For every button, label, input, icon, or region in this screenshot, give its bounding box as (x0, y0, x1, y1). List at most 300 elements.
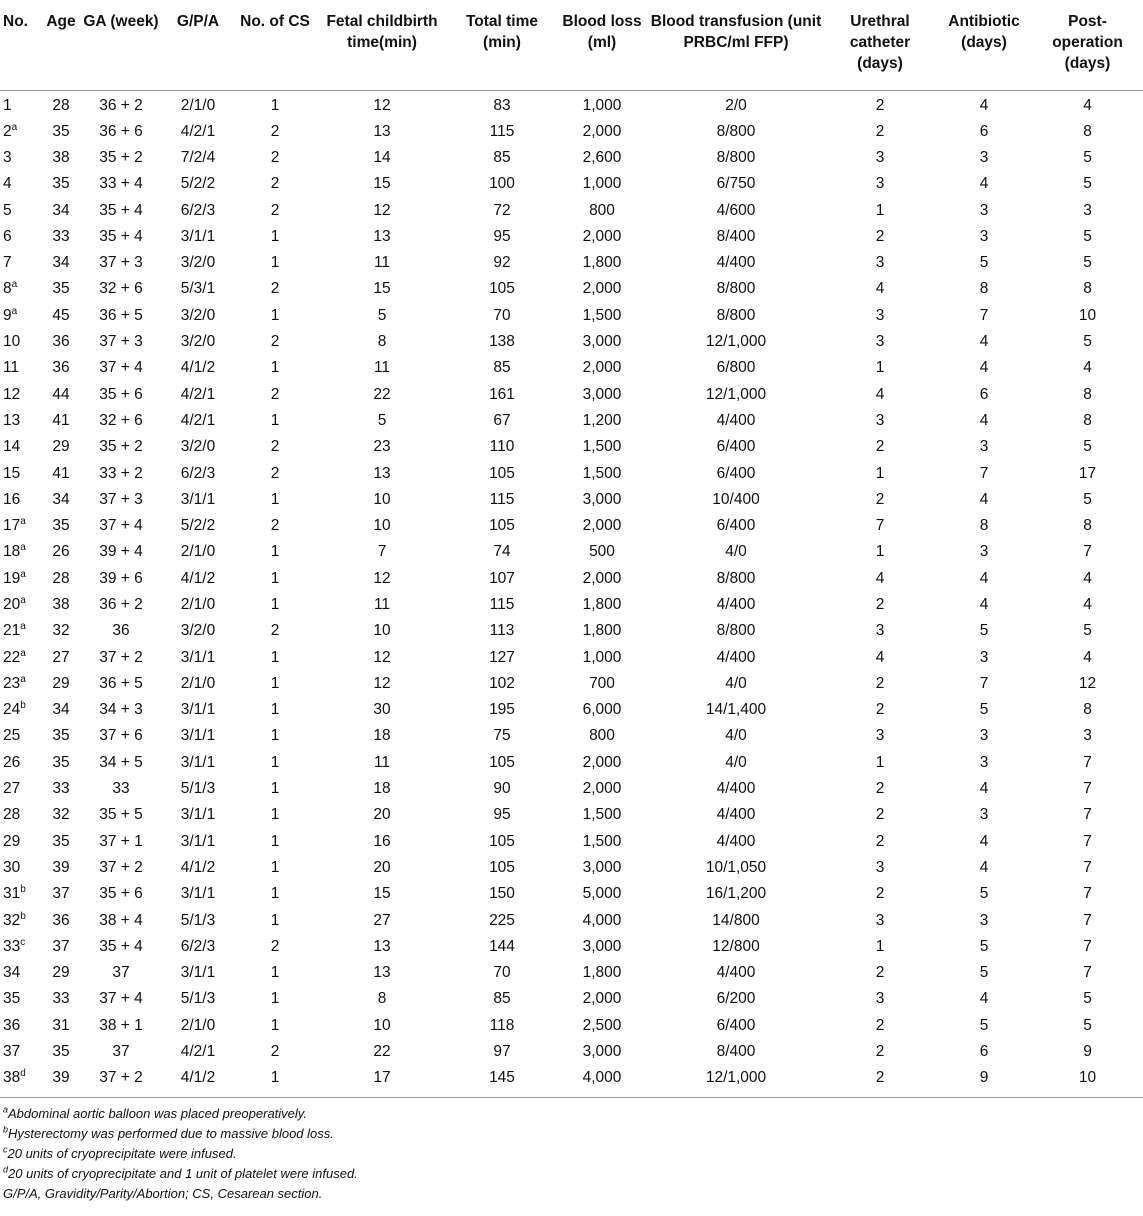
cell-gpa: 7/2/4 (180, 148, 216, 166)
cell-transfusion: 8/800 (716, 280, 756, 298)
cell-antibiotic: 3 (979, 227, 989, 245)
cell-no (0, 224, 42, 250)
cell-blood-loss: 2,000 (582, 780, 622, 798)
cell-total-time: 105 (489, 753, 515, 771)
cell-post-op: 8 (1083, 385, 1092, 403)
cell-blood-loss: 1,500 (582, 464, 622, 482)
cell-catheter: 2 (875, 227, 885, 245)
cell-age: 35 (52, 517, 70, 535)
cell-fetal-time: 8 (377, 333, 387, 351)
cell-total-time: 95 (493, 227, 511, 245)
row-number: 31 (3, 885, 21, 903)
cell-gpa: 3/1/1 (180, 227, 216, 245)
cell-age: 35 (52, 727, 70, 745)
cell-no (0, 750, 42, 776)
cell-no (0, 119, 42, 145)
footnote-mark: a (11, 121, 18, 133)
cell-age: 34 (52, 201, 70, 219)
cell-no (0, 1013, 42, 1039)
cell-ga: 35 + 2 (99, 148, 143, 166)
cell-age: 35 (52, 753, 70, 771)
cell-ga: 37 + 2 (99, 648, 143, 666)
abbreviations: G/P/A, Gravidity/Parity/Abortion; CS, Cesarean section. (3, 1186, 323, 1202)
cell-total-time: 115 (489, 595, 515, 613)
footnote-text: Hysterectomy was performed due to massive blood loss. (8, 1126, 334, 1142)
cell-blood-loss: 2,000 (582, 990, 622, 1008)
cell-blood-loss: 2,000 (582, 753, 622, 771)
cell-fetal-time: 11 (373, 595, 391, 613)
cell-post-op: 8 (1083, 701, 1092, 719)
cell-catheter: 3 (875, 333, 885, 351)
cell-ga: 33 + 4 (99, 175, 143, 193)
cell-age: 35 (52, 832, 70, 850)
row-number: 22 (3, 648, 21, 666)
table-row (0, 381, 1143, 407)
cell-total-time: 138 (489, 333, 515, 351)
cell-antibiotic: 7 (979, 674, 989, 692)
row-number: 4 (3, 175, 12, 193)
table-row (0, 434, 1143, 460)
header-row (0, 0, 1143, 90)
footnote (3, 1124, 1143, 1144)
row-number: 14 (3, 438, 21, 456)
cell-fetal-time: 13 (373, 122, 391, 140)
cell-catheter: 3 (875, 990, 885, 1008)
cell-blood-loss: 2,600 (582, 148, 622, 166)
cell-fetal-time: 11 (373, 359, 391, 377)
cell-antibiotic: 7 (979, 464, 989, 482)
cell-fetal-time: 12 (373, 674, 391, 692)
cell-gpa: 3/2/0 (180, 254, 216, 272)
cell-catheter: 2 (875, 780, 885, 798)
cell-ga: 33 (112, 780, 130, 798)
cell-transfusion: 6/400 (716, 438, 756, 456)
cell-age: 38 (52, 148, 70, 166)
cell-post-op: 10 (1078, 1069, 1097, 1087)
cell-blood-loss: 2,000 (582, 517, 622, 535)
cell-total-time: 70 (493, 964, 511, 982)
cell-post-op: 5 (1083, 990, 1092, 1008)
cell-blood-loss: 1,800 (582, 254, 622, 272)
cell-no-cs: 1 (270, 858, 280, 876)
cell-antibiotic: 3 (979, 648, 989, 666)
cell-post-op: 7 (1083, 937, 1092, 955)
table-body (0, 90, 1143, 1091)
cell-post-op: 7 (1083, 806, 1092, 824)
footnote-mark: d (20, 1068, 26, 1080)
cell-age: 28 (52, 569, 70, 587)
cell-no-cs: 2 (270, 280, 280, 298)
row-number: 13 (3, 411, 21, 429)
cell-no-cs: 2 (270, 622, 280, 640)
footnote-mark: a (20, 515, 26, 527)
cell-fetal-time: 11 (373, 753, 391, 771)
row-number: 21 (3, 622, 21, 640)
cell-gpa: 2/1/0 (180, 96, 216, 114)
cell-catheter: 3 (875, 858, 885, 876)
cell-transfusion: 14/1,400 (705, 701, 767, 719)
cell-blood-loss: 800 (589, 201, 615, 219)
footnote-mark: a (20, 568, 26, 580)
cell-blood-loss: 1,800 (582, 964, 622, 982)
cell-fetal-time: 8 (377, 990, 387, 1008)
cell-ga: 35 + 4 (99, 227, 143, 245)
cell-fetal-time: 15 (373, 280, 391, 298)
cell-catheter: 1 (875, 937, 885, 955)
cell-catheter: 1 (875, 359, 885, 377)
cell-ga: 32 + 6 (99, 411, 143, 429)
table-row (0, 355, 1143, 381)
cell-antibiotic: 4 (979, 96, 989, 114)
cell-fetal-time: 13 (373, 937, 391, 955)
cell-gpa: 4/2/1 (180, 411, 216, 429)
cell-no-cs: 1 (270, 648, 280, 666)
cell-transfusion: 14/800 (712, 911, 760, 929)
cell-fetal-time: 10 (373, 622, 391, 640)
cell-transfusion: 8/800 (716, 306, 756, 324)
cell-no (0, 355, 42, 381)
cell-post-op: 3 (1083, 727, 1092, 745)
cell-ga: 39 + 4 (99, 543, 143, 561)
cell-antibiotic: 5 (979, 622, 989, 640)
cell-age: 29 (52, 438, 70, 456)
cell-antibiotic: 4 (979, 359, 989, 377)
cell-transfusion: 4/400 (716, 780, 756, 798)
table-row (0, 934, 1143, 960)
cell-gpa: 4/2/1 (180, 385, 216, 403)
row-number: 20 (3, 595, 21, 613)
cell-total-time: 90 (493, 780, 511, 798)
cell-blood-loss: 1,500 (582, 832, 622, 850)
cell-ga: 37 (112, 1043, 130, 1061)
cell-post-op: 5 (1083, 438, 1092, 456)
cell-ga: 32 + 6 (99, 280, 143, 298)
table-row (0, 1013, 1143, 1039)
cell-gpa: 5/2/2 (180, 175, 216, 193)
cell-catheter: 2 (875, 1069, 885, 1087)
cell-gpa: 2/1/0 (180, 1016, 216, 1034)
cell-no-cs: 1 (270, 674, 280, 692)
cell-no (0, 566, 42, 592)
cell-antibiotic: 5 (979, 701, 989, 719)
table-row (0, 986, 1143, 1012)
footnote-text: Abdominal aortic balloon was placed preoperatively. (8, 1106, 307, 1122)
cell-antibiotic: 3 (979, 148, 989, 166)
table-row (0, 460, 1143, 486)
cell-no-cs: 2 (270, 1043, 280, 1061)
cell-gpa: 3/1/1 (180, 753, 216, 771)
cell-ga: 36 + 5 (99, 674, 143, 692)
cell-ga: 34 + 3 (99, 701, 143, 719)
cell-post-op: 5 (1083, 175, 1092, 193)
cell-gpa: 4/1/2 (180, 1069, 216, 1087)
cell-total-time: 110 (489, 438, 515, 456)
cell-post-op: 8 (1083, 280, 1092, 298)
footnote-mark: a (20, 673, 26, 685)
table-row (0, 408, 1143, 434)
cell-antibiotic: 8 (979, 280, 989, 298)
cell-no-cs: 1 (270, 701, 280, 719)
cell-no (0, 197, 42, 223)
cell-total-time: 105 (489, 464, 515, 482)
cell-gpa: 6/2/3 (180, 201, 216, 219)
footnote-mark: c (3, 1145, 8, 1156)
cell-no (0, 90, 42, 119)
cell-post-op: 8 (1083, 517, 1092, 535)
cell-fetal-time: 13 (373, 464, 391, 482)
cell-ga: 37 + 3 (99, 333, 143, 351)
cell-gpa: 3/2/0 (180, 622, 216, 640)
cell-antibiotic: 7 (979, 306, 989, 324)
cell-antibiotic: 3 (979, 753, 989, 771)
cell-transfusion: 4/0 (725, 674, 747, 692)
table-row (0, 276, 1143, 302)
footnote-mark: b (20, 910, 26, 922)
table-row (0, 566, 1143, 592)
cell-fetal-time: 10 (373, 490, 391, 508)
footnote-mark: a (20, 594, 26, 606)
cell-gpa: 3/2/0 (180, 438, 216, 456)
cell-total-time: 161 (489, 385, 515, 403)
cell-blood-loss: 1,000 (582, 648, 622, 666)
cell-catheter: 2 (875, 885, 885, 903)
cell-catheter: 3 (875, 411, 885, 429)
cell-gpa: 4/1/2 (180, 359, 216, 377)
cell-no (0, 513, 42, 539)
table-row (0, 592, 1143, 618)
cell-no (0, 487, 42, 513)
row-number: 1 (3, 96, 12, 114)
cell-catheter: 2 (875, 96, 885, 114)
cell-antibiotic: 4 (979, 490, 989, 508)
cell-post-op: 7 (1083, 964, 1092, 982)
cell-transfusion: 4/600 (716, 201, 756, 219)
cell-fetal-time: 13 (373, 227, 391, 245)
cell-age: 37 (52, 885, 70, 903)
cell-no-cs: 2 (270, 122, 280, 140)
cell-fetal-time: 17 (373, 1069, 391, 1087)
cell-catheter: 3 (875, 175, 885, 193)
row-number: 3 (3, 148, 12, 166)
cell-gpa: 4/1/2 (180, 858, 216, 876)
cell-blood-loss: 2,000 (582, 122, 622, 140)
cell-ga: 35 + 6 (99, 385, 143, 403)
cell-transfusion: 4/400 (716, 595, 756, 613)
cell-gpa: 3/1/1 (180, 490, 216, 508)
cell-catheter: 7 (875, 517, 885, 535)
cell-total-time: 67 (493, 411, 511, 429)
table-row (0, 119, 1143, 145)
cell-post-op: 17 (1078, 464, 1097, 482)
header-no-cs: No. of CS (234, 0, 316, 90)
cell-antibiotic: 6 (979, 122, 989, 140)
header-post-op: Post-operation (days) (1032, 0, 1143, 90)
cell-age: 35 (52, 122, 70, 140)
cell-gpa: 3/1/1 (180, 964, 216, 982)
cell-ga: 37 + 1 (99, 832, 143, 850)
header-no: No. (0, 0, 42, 90)
cell-post-op: 7 (1083, 543, 1092, 561)
cell-no (0, 303, 42, 329)
cell-ga: 37 + 3 (99, 490, 143, 508)
cell-blood-loss: 3,000 (582, 858, 622, 876)
footnote-mark: b (20, 884, 26, 896)
cell-no (0, 460, 42, 486)
cell-post-op: 5 (1083, 254, 1092, 272)
cell-no (0, 1039, 42, 1065)
cell-total-time: 105 (489, 858, 515, 876)
cell-transfusion: 4/400 (716, 648, 756, 666)
cell-gpa: 3/1/1 (180, 701, 216, 719)
cell-catheter: 1 (875, 201, 885, 219)
cell-catheter: 2 (875, 964, 885, 982)
row-number: 32 (3, 911, 21, 929)
cell-transfusion: 6/750 (716, 175, 756, 193)
cell-no-cs: 1 (270, 964, 280, 982)
row-number: 29 (3, 832, 21, 850)
cell-age: 29 (52, 674, 70, 692)
cell-blood-loss: 1,500 (582, 806, 622, 824)
cell-total-time: 105 (489, 832, 515, 850)
cell-ga: 35 + 5 (99, 806, 143, 824)
row-number: 24 (3, 701, 21, 719)
cell-total-time: 105 (489, 280, 515, 298)
header-transfusion: Blood transfusion (unit PRBC/ml FFP) (648, 0, 824, 90)
cell-fetal-time: 14 (373, 148, 391, 166)
row-number: 18 (3, 543, 21, 561)
row-number: 7 (3, 254, 12, 272)
cell-total-time: 105 (489, 517, 515, 535)
cell-age: 33 (52, 990, 70, 1008)
cell-ga: 35 + 4 (99, 201, 143, 219)
row-number: 9 (3, 306, 12, 324)
cell-gpa: 5/2/2 (180, 517, 216, 535)
cell-ga: 36 + 2 (99, 96, 143, 114)
row-number: 33 (3, 937, 21, 955)
cell-antibiotic: 5 (979, 964, 989, 982)
cell-no-cs: 1 (270, 411, 280, 429)
cell-age: 33 (52, 780, 70, 798)
cell-fetal-time: 12 (373, 96, 391, 114)
cell-fetal-time: 7 (377, 543, 387, 561)
footnote-mark: a (3, 1105, 9, 1116)
cell-no-cs: 2 (270, 175, 280, 193)
row-number: 8 (3, 280, 12, 298)
cell-catheter: 4 (875, 280, 885, 298)
cell-antibiotic: 3 (979, 727, 989, 745)
cell-post-op: 9 (1083, 1043, 1092, 1061)
footnote (3, 1144, 1143, 1164)
cell-catheter: 1 (875, 464, 885, 482)
cell-transfusion: 2/0 (725, 96, 747, 114)
cell-fetal-time: 10 (373, 1016, 391, 1034)
cell-no (0, 802, 42, 828)
cell-no (0, 434, 42, 460)
cell-transfusion: 6/200 (716, 990, 756, 1008)
cell-post-op: 3 (1083, 201, 1092, 219)
cell-post-op: 4 (1083, 96, 1092, 114)
cell-gpa: 6/2/3 (180, 464, 216, 482)
row-number: 19 (3, 569, 21, 587)
cell-gpa: 5/3/1 (180, 280, 216, 298)
row-number: 28 (3, 806, 21, 824)
footnote-mark: a (11, 279, 18, 291)
cell-transfusion: 6/400 (716, 517, 756, 535)
cell-no-cs: 1 (270, 806, 280, 824)
row-number: 12 (3, 385, 21, 403)
cell-antibiotic: 3 (979, 543, 989, 561)
cell-post-op: 5 (1083, 1016, 1092, 1034)
cell-transfusion: 10/1,050 (705, 858, 767, 876)
cell-catheter: 2 (875, 1016, 885, 1034)
cell-blood-loss: 1,200 (582, 411, 622, 429)
cell-gpa: 2/1/0 (180, 674, 216, 692)
cell-gpa: 4/2/1 (180, 122, 216, 140)
table-row (0, 697, 1143, 723)
cell-no-cs: 2 (270, 333, 280, 351)
cell-post-op: 4 (1083, 648, 1092, 666)
header-gpa: G/P/A (162, 0, 234, 90)
cell-no (0, 171, 42, 197)
cell-total-time: 74 (493, 543, 511, 561)
footnote-mark: d (3, 1165, 9, 1176)
cell-age: 33 (52, 227, 70, 245)
cell-transfusion: 4/0 (725, 543, 747, 561)
table-row (0, 644, 1143, 670)
cell-fetal-time: 27 (373, 911, 391, 929)
cell-catheter: 3 (875, 911, 885, 929)
cell-total-time: 115 (489, 122, 515, 140)
footnote-mark: a (20, 542, 26, 554)
cell-antibiotic: 3 (979, 438, 989, 456)
footnote (3, 1164, 1143, 1184)
cell-age: 26 (52, 543, 70, 561)
cell-no (0, 697, 42, 723)
header-catheter: Urethral catheter (days) (824, 0, 936, 90)
cell-fetal-time: 13 (373, 964, 391, 982)
cell-total-time: 150 (489, 885, 515, 903)
cell-no (0, 907, 42, 933)
header-age: Age (42, 0, 80, 90)
cell-ga: 37 + 2 (99, 1069, 143, 1087)
cell-age: 36 (52, 911, 70, 929)
cell-catheter: 3 (875, 622, 885, 640)
cell-catheter: 3 (875, 727, 885, 745)
table-row (0, 671, 1143, 697)
cell-antibiotic: 4 (979, 858, 989, 876)
cell-blood-loss: 1,800 (582, 622, 622, 640)
cell-ga: 36 + 6 (99, 122, 143, 140)
cell-ga: 38 + 4 (99, 911, 143, 929)
cell-no (0, 276, 42, 302)
table-row (0, 802, 1143, 828)
cell-antibiotic: 4 (979, 411, 989, 429)
row-number: 25 (3, 727, 21, 745)
cell-post-op: 7 (1083, 885, 1092, 903)
cell-no-cs: 1 (270, 490, 280, 508)
cell-catheter: 3 (875, 148, 885, 166)
cell-fetal-time: 18 (373, 780, 391, 798)
cell-age: 34 (52, 701, 70, 719)
cell-post-op: 7 (1083, 780, 1092, 798)
cell-gpa: 4/1/2 (180, 569, 216, 587)
cell-antibiotic: 4 (979, 780, 989, 798)
cell-post-op: 4 (1083, 595, 1092, 613)
row-number: 17 (3, 517, 21, 535)
row-number: 34 (3, 964, 21, 982)
cell-no (0, 539, 42, 565)
cell-transfusion: 8/800 (716, 569, 756, 587)
